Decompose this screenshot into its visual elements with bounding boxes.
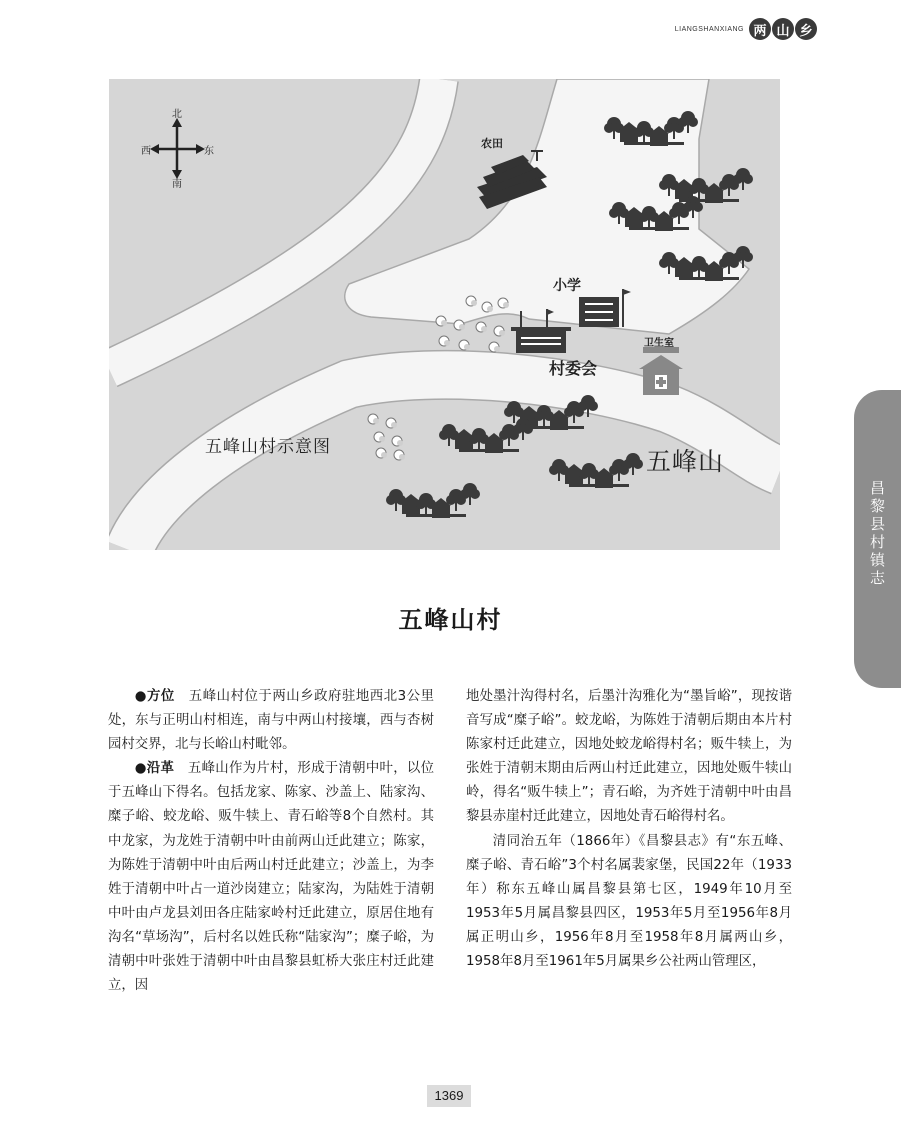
committee-label: 村委会 <box>549 359 598 378</box>
paragraph-admin-history: 清同治五年（1866年）《昌黎县志》有“东五峰、糜子峪、青石峪”3个村名属裴家堡，民国22年（1933年）称东五峰山属昌黎县第七区，1949年10月至1953年5月属昌黎县四区，1953年5月至1956年8月属正明山乡，1956年8月至1958年8月属两山乡，1958年8月至1961年5月属果乡公社两山管理区， <box>466 833 792 970</box>
header-pinyin: LIANGSHANXIANG <box>674 25 744 33</box>
compass-east: 东 <box>204 146 214 157</box>
page-number: 1369 <box>427 1085 471 1107</box>
farmland-label: 农田 <box>481 137 503 150</box>
map-caption: 五峰山村示意图 <box>205 437 331 457</box>
side-tab-label: 昌黎县村镇志 <box>868 480 886 588</box>
left-column <box>108 685 434 998</box>
compass-west: 西 <box>141 146 151 157</box>
history-heading: ●沿革 <box>134 761 175 777</box>
village-map <box>109 79 780 550</box>
header-badge-1: 两 <box>749 18 771 40</box>
compass-north: 北 <box>172 109 182 120</box>
history-text: 五峰山作为片村，形成于清朝中叶，以位于五峰山下得名。包括龙家、陈家、沙盖上、陆家沟、糜子峪、蛟龙峪、贩牛犊上、青石峪等8个自然村。其中龙家，为龙姓于清朝中叶由前两山迁此建立；陈家，为陈姓于清朝中叶由后两山村迁此建立；沙盖上，为李姓于清朝中叶占一道沙岗建立；陆家沟，为陆姓于清朝中叶由卢龙县刘田各庄陆家岭村迁此建立，原居住地有沟名“草场沟”，后村名以姓氏称“陆家沟”；糜子峪，为清朝中叶张姓于清朝中叶由昌黎县虹桥大张庄村迁此建立，因 <box>108 761 435 994</box>
header-badge-3: 乡 <box>795 18 817 40</box>
mountain-label: 五峰山 <box>646 447 725 476</box>
paragraph-location <box>108 685 434 757</box>
school-label: 小学 <box>553 278 581 294</box>
side-tab <box>854 390 901 688</box>
location-text: 五峰山村位于两山乡政府驻地西北3公里处，东与正明山村相连，南与中两山村接壤，西与杏树园村交界，北与长峪山村毗邻。 <box>108 689 434 753</box>
page-title: 五峰山村 <box>398 606 503 634</box>
running-header <box>675 18 817 40</box>
compass-south: 南 <box>172 179 182 190</box>
paragraph-history-cont: 地处墨汁沟得村名，后墨汁沟雅化为“墨旨峪”，现按谐音写成“糜子峪”。蛟龙峪，为陈姓于清朝后期由本片村陈家村迁此建立，因地处蛟龙峪得村名；贩牛犊上，为张姓于清朝末期由后两山村迁此建立，因地处贩牛犊山岭，得名“贩牛犊上”；青石峪，为齐姓于清朝中叶由昌黎县赤崖村迁此建立，因地处青石峪得村名。 <box>466 689 792 825</box>
header-badge-2: 山 <box>772 18 794 40</box>
paragraph-history <box>108 757 434 998</box>
clinic-label: 卫生室 <box>644 338 674 349</box>
right-column <box>466 685 792 974</box>
location-heading: ●方位 <box>134 689 175 704</box>
